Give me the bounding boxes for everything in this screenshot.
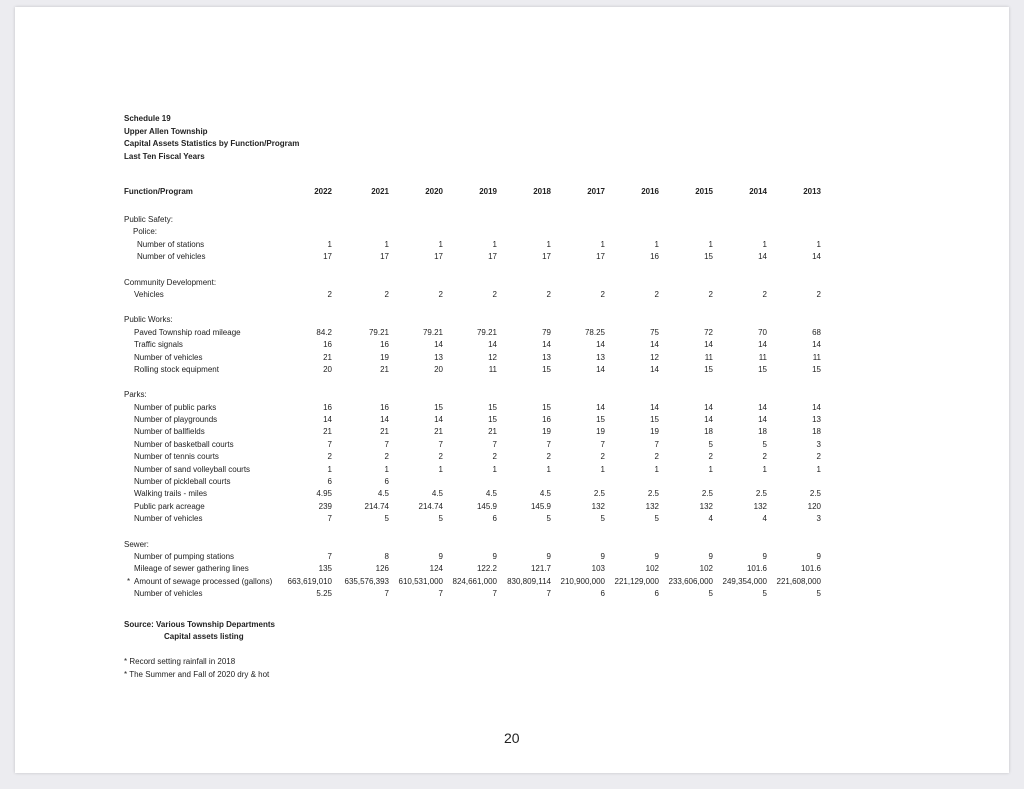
- cell-value: 1: [708, 464, 713, 474]
- cell-value: 5: [600, 514, 605, 524]
- cell-value: 21: [380, 427, 389, 437]
- cell-value: 14: [704, 415, 713, 425]
- cell-value: 14: [542, 340, 551, 350]
- cell-value: 1: [600, 464, 605, 474]
- cell-value: 1: [654, 464, 659, 474]
- cell-value: 17: [488, 252, 497, 262]
- cell-value: 72: [704, 327, 713, 337]
- cell-value: 7: [654, 439, 659, 449]
- cell-value: 2.5: [593, 489, 605, 499]
- row-label: Number of stations: [137, 239, 205, 249]
- cell-value: 14: [596, 340, 605, 350]
- cell-value: 6: [600, 589, 605, 599]
- cell-value: 2: [600, 289, 605, 299]
- section-subtitle-text: Police:: [133, 227, 158, 237]
- cell-value: 2: [384, 289, 389, 299]
- cell-value: 7: [492, 589, 497, 599]
- column-header-year: 2014: [749, 187, 767, 196]
- cell-value: 214.74: [418, 501, 443, 511]
- cell-value: 4: [708, 514, 713, 524]
- cell-value: 2: [816, 289, 821, 299]
- cell-value: 14: [596, 364, 605, 374]
- row-label: Number of vehicles: [134, 589, 203, 599]
- cell-value: 221,129,000: [614, 576, 659, 586]
- footnote: * The Summer and Fall of 2020 dry & hot: [124, 669, 270, 679]
- cell-value: 9: [654, 551, 659, 561]
- cell-value: 2: [327, 452, 332, 462]
- cell-value: 5: [546, 514, 551, 524]
- cell-value: 16: [650, 252, 659, 262]
- cell-value: 2.5: [701, 489, 713, 499]
- schedule-header: [124, 113, 299, 163]
- cell-value: 15: [542, 402, 551, 412]
- cell-value: 14: [434, 340, 443, 350]
- section-title-text: Community Development:: [124, 277, 217, 287]
- cell-value: 1: [762, 464, 767, 474]
- row-label: Number of public parks: [134, 402, 217, 412]
- cell-value: 13: [812, 415, 821, 425]
- cell-value: 6: [384, 477, 389, 487]
- cell-value: 21: [323, 427, 332, 437]
- cell-value: 14: [323, 415, 332, 425]
- schedule-number: Schedule 19: [124, 114, 171, 123]
- cell-value: 13: [596, 352, 605, 362]
- source-line-2: Capital assets listing: [164, 632, 244, 641]
- cell-value: 78.25: [584, 327, 605, 337]
- cell-value: 13: [542, 352, 551, 362]
- column-header-year: 2016: [641, 187, 659, 196]
- cell-value: 7: [384, 439, 389, 449]
- cell-value: 635,576,393: [344, 576, 389, 586]
- cell-value: 102: [699, 564, 713, 574]
- cell-value: 17: [323, 252, 332, 262]
- cell-value: 15: [488, 402, 497, 412]
- cell-value: 75: [650, 327, 659, 337]
- cell-value: 1: [816, 464, 821, 474]
- cell-value: 15: [542, 364, 551, 374]
- cell-value: 4.5: [377, 489, 389, 499]
- cell-value: 132: [591, 501, 605, 511]
- cell-value: 14: [812, 402, 821, 412]
- row-label: Number of pumping stations: [134, 551, 235, 561]
- column-header-year: 2018: [533, 187, 551, 196]
- cell-value: 16: [380, 402, 389, 412]
- cell-value: 15: [488, 415, 497, 425]
- cell-value: 132: [753, 501, 767, 511]
- row-label: Traffic signals: [134, 340, 183, 350]
- cell-value: 132: [699, 501, 713, 511]
- cell-value: 15: [704, 364, 713, 374]
- cell-value: 1: [492, 464, 497, 474]
- cell-value: 6: [492, 514, 497, 524]
- cell-value: 2: [546, 289, 551, 299]
- cell-value: 84.2: [316, 327, 332, 337]
- row-marker: *: [127, 576, 131, 586]
- cell-value: 4.5: [539, 489, 551, 499]
- cell-value: 126: [375, 564, 389, 574]
- cell-value: 20: [434, 364, 443, 374]
- row-label: Paved Township road mileage: [134, 327, 241, 337]
- cell-value: 1: [492, 239, 497, 249]
- cell-value: 14: [812, 340, 821, 350]
- cell-value: 2: [546, 452, 551, 462]
- cell-value: 15: [434, 402, 443, 412]
- cell-value: 9: [492, 551, 497, 561]
- cell-value: 79: [542, 327, 551, 337]
- cell-value: 132: [645, 501, 659, 511]
- cell-value: 824,661,000: [452, 576, 497, 586]
- cell-value: 1: [546, 239, 551, 249]
- cell-value: 16: [542, 415, 551, 425]
- cell-value: 14: [434, 415, 443, 425]
- cell-value: 15: [596, 415, 605, 425]
- column-header-year: 2022: [314, 187, 332, 196]
- cell-value: 13: [434, 352, 443, 362]
- cell-value: 19: [650, 427, 659, 437]
- cell-value: 11: [812, 352, 821, 362]
- cell-value: 830,809,114: [507, 576, 551, 586]
- cell-value: 8: [384, 551, 389, 561]
- cell-value: 7: [327, 551, 332, 561]
- cell-value: 7: [546, 439, 551, 449]
- cell-value: 2: [762, 452, 767, 462]
- cell-value: 19: [380, 352, 389, 362]
- cell-value: 1: [438, 239, 443, 249]
- cell-value: 5: [384, 514, 389, 524]
- cell-value: 68: [812, 327, 821, 337]
- cell-value: 1: [384, 239, 389, 249]
- page-number: 20: [504, 730, 520, 746]
- cell-value: 2.5: [755, 489, 767, 499]
- cell-value: 610,531,000: [398, 576, 443, 586]
- cell-value: 1: [600, 239, 605, 249]
- cell-value: 14: [596, 402, 605, 412]
- cell-value: 3: [816, 439, 821, 449]
- cell-value: 7: [384, 589, 389, 599]
- cell-value: 214.74: [364, 501, 389, 511]
- cell-value: 1: [438, 464, 443, 474]
- cell-value: 18: [704, 427, 713, 437]
- source-line-1: Source: Various Township Departments: [124, 620, 275, 629]
- cell-value: 7: [327, 514, 332, 524]
- cell-value: 101.6: [800, 564, 821, 574]
- cell-value: 103: [591, 564, 605, 574]
- cell-value: 5: [762, 439, 767, 449]
- cell-value: 79.21: [368, 327, 389, 337]
- section-title-text: Sewer:: [124, 539, 149, 549]
- cell-value: 2.5: [809, 489, 821, 499]
- cell-value: 2: [438, 452, 443, 462]
- cell-value: 221,608,000: [776, 576, 821, 586]
- cell-value: 18: [758, 427, 767, 437]
- column-header-year: 2015: [695, 187, 713, 196]
- row-label: Vehicles: [134, 289, 164, 299]
- cell-value: 14: [812, 252, 821, 262]
- cell-value: 233,606,000: [668, 576, 713, 586]
- cell-value: 5: [762, 589, 767, 599]
- cell-value: 2: [654, 289, 659, 299]
- cell-value: 15: [812, 364, 821, 374]
- cell-value: 20: [323, 364, 332, 374]
- cell-value: 1: [762, 239, 767, 249]
- cell-value: 14: [650, 340, 659, 350]
- cell-value: 2: [708, 452, 713, 462]
- cell-value: 19: [596, 427, 605, 437]
- cell-value: 14: [758, 340, 767, 350]
- cell-value: 4.5: [431, 489, 443, 499]
- cell-value: 101.6: [746, 564, 767, 574]
- cell-value: 18: [812, 427, 821, 437]
- cell-value: 11: [758, 352, 767, 362]
- column-header-year: 2019: [479, 187, 497, 196]
- entity-name: Upper Allen Township: [124, 126, 208, 136]
- cell-value: 7: [600, 439, 605, 449]
- cell-value: 17: [380, 252, 389, 262]
- cell-value: 79.21: [422, 327, 443, 337]
- cell-value: 5: [816, 589, 821, 599]
- row-label: Number of sand volleyball courts: [134, 464, 251, 474]
- column-header-label: Function/Program: [124, 187, 193, 196]
- cell-value: 239: [318, 501, 332, 511]
- cell-value: 7: [438, 589, 443, 599]
- cell-value: 2: [492, 289, 497, 299]
- cell-value: 7: [492, 439, 497, 449]
- footnote: * Record setting rainfall in 2018: [124, 657, 236, 666]
- cell-value: 9: [600, 551, 605, 561]
- row-label: Number of tennis courts: [134, 452, 219, 462]
- cell-value: 2: [438, 289, 443, 299]
- cell-value: 21: [434, 427, 443, 437]
- cell-value: 14: [704, 402, 713, 412]
- cell-value: 5.25: [316, 589, 332, 599]
- cell-value: 1: [327, 239, 332, 249]
- cell-value: 3: [816, 514, 821, 524]
- cell-value: 70: [758, 327, 767, 337]
- cell-value: 4.95: [316, 489, 332, 499]
- cell-value: 11: [704, 352, 713, 362]
- row-label: Number of vehicles: [134, 352, 203, 362]
- cell-value: 2: [492, 452, 497, 462]
- cell-value: 1: [654, 239, 659, 249]
- cell-value: 14: [758, 252, 767, 262]
- cell-value: 6: [327, 477, 332, 487]
- row-label: Mileage of sewer gathering lines: [134, 564, 249, 574]
- cell-value: 121.7: [530, 564, 551, 574]
- cell-value: 17: [596, 252, 605, 262]
- cell-value: 2: [327, 289, 332, 299]
- cell-value: 6: [654, 589, 659, 599]
- cell-value: 17: [434, 252, 443, 262]
- cell-value: 14: [650, 364, 659, 374]
- cell-value: 5: [438, 514, 443, 524]
- cell-value: 2: [654, 452, 659, 462]
- cell-value: 21: [323, 352, 332, 362]
- row-label: Public park acreage: [134, 501, 205, 511]
- cell-value: 15: [758, 364, 767, 374]
- row-label: Number of pickleball courts: [134, 477, 231, 487]
- row-label: Number of vehicles: [137, 252, 206, 262]
- cell-value: 7: [438, 439, 443, 449]
- cell-value: 2: [762, 289, 767, 299]
- cell-value: 124: [429, 564, 443, 574]
- cell-value: 9: [708, 551, 713, 561]
- cell-value: 2: [600, 452, 605, 462]
- cell-value: 12: [488, 352, 497, 362]
- cell-value: 2: [708, 289, 713, 299]
- cell-value: 210,900,000: [560, 576, 605, 586]
- row-label: Rolling stock equipment: [134, 364, 219, 374]
- cell-value: 663,619,010: [287, 576, 332, 586]
- cell-value: 21: [380, 364, 389, 374]
- cell-value: 5: [708, 439, 713, 449]
- cell-value: 14: [488, 340, 497, 350]
- source-note: [124, 619, 275, 643]
- schedule-period: Last Ten Fiscal Years: [124, 151, 205, 161]
- cell-value: 122.2: [476, 564, 497, 574]
- cell-value: 5: [654, 514, 659, 524]
- section-title-text: Public Safety:: [124, 215, 173, 224]
- cell-value: 14: [380, 415, 389, 425]
- cell-value: 16: [323, 340, 332, 350]
- schedule-title: Capital Assets Statistics by Function/Program: [124, 139, 300, 148]
- cell-value: 79.21: [476, 327, 497, 337]
- cell-value: 16: [380, 340, 389, 350]
- row-label: Walking trails - miles: [134, 489, 208, 499]
- cell-value: 102: [645, 564, 659, 574]
- cell-value: 17: [542, 252, 551, 262]
- row-label: Number of playgrounds: [134, 415, 218, 425]
- cell-value: 145.9: [530, 501, 551, 511]
- cell-value: 9: [762, 551, 767, 561]
- cell-value: 1: [546, 464, 551, 474]
- cell-value: 9: [546, 551, 551, 561]
- cell-value: 14: [758, 402, 767, 412]
- cell-value: 1: [708, 239, 713, 249]
- cell-value: 145.9: [476, 501, 497, 511]
- column-header-year: 2013: [803, 187, 821, 196]
- cell-value: 19: [542, 427, 551, 437]
- cell-value: 14: [650, 402, 659, 412]
- cell-value: 7: [546, 589, 551, 599]
- cell-value: 2: [384, 452, 389, 462]
- cell-value: 1: [327, 464, 332, 474]
- cell-value: 2: [816, 452, 821, 462]
- row-label: Number of ballfields: [134, 427, 205, 437]
- column-header-year: 2020: [425, 187, 443, 196]
- column-header-year: 2017: [587, 187, 605, 196]
- footnotes: [124, 656, 269, 681]
- cell-value: 15: [704, 252, 713, 262]
- cell-value: 12: [650, 352, 659, 362]
- cell-value: 120: [807, 501, 821, 511]
- cell-value: 14: [758, 415, 767, 425]
- row-label: Number of vehicles: [134, 514, 203, 524]
- cell-value: 1: [384, 464, 389, 474]
- cell-value: 7: [327, 439, 332, 449]
- cell-value: 9: [438, 551, 443, 561]
- cell-value: 14: [704, 340, 713, 350]
- cell-value: 21: [488, 427, 497, 437]
- cell-value: 4: [762, 514, 767, 524]
- cell-value: 249,354,000: [722, 576, 767, 586]
- cell-value: 4.5: [485, 489, 497, 499]
- cell-value: 135: [318, 564, 332, 574]
- cell-value: 11: [488, 364, 497, 374]
- cell-value: 5: [708, 589, 713, 599]
- cell-value: 2.5: [647, 489, 659, 499]
- cell-value: 9: [816, 551, 821, 561]
- column-header-year: 2021: [371, 187, 389, 196]
- section-title-text: Public Works:: [124, 315, 173, 325]
- cell-value: 1: [816, 239, 821, 249]
- row-label: Number of basketball courts: [134, 439, 234, 449]
- cell-value: 15: [650, 415, 659, 425]
- row-label: Amount of sewage processed (gallons): [134, 576, 273, 586]
- section-title-text: Parks:: [124, 390, 147, 400]
- cell-value: 16: [323, 402, 332, 412]
